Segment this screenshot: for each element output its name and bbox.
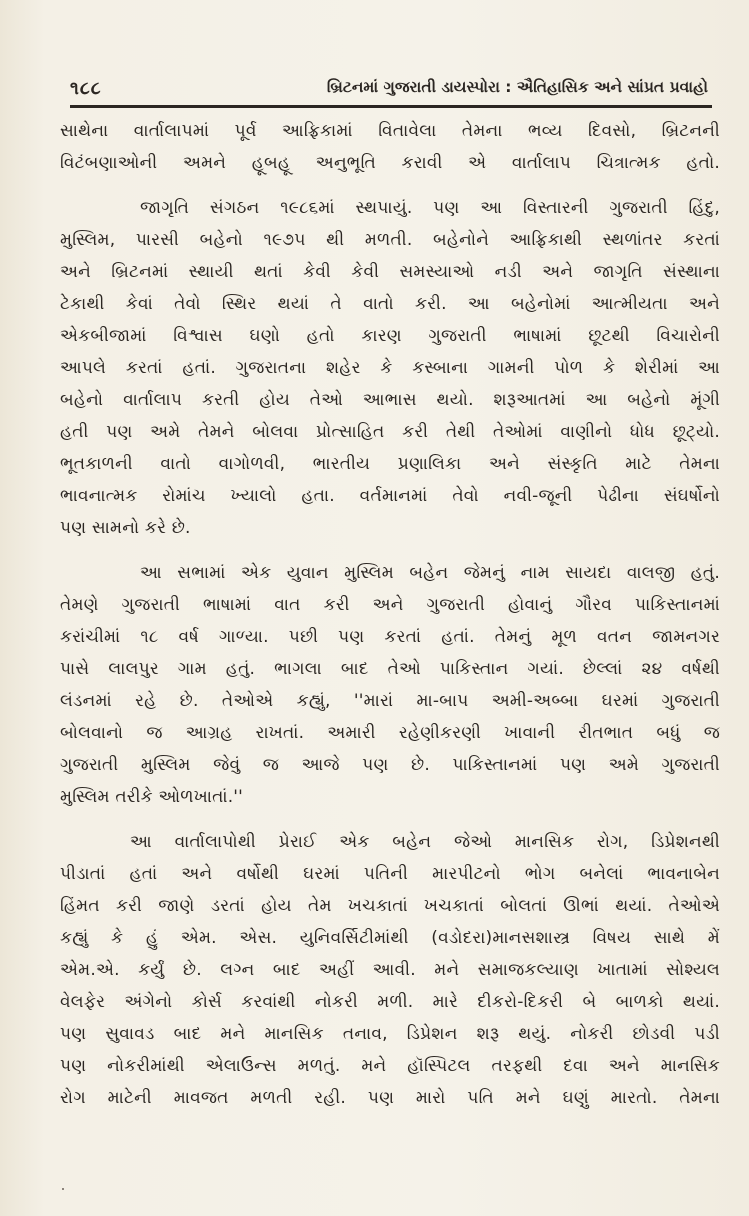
text-line: પણ સામનો કરે છે.: [60, 518, 191, 538]
text-line: વેલફેર અંગેનો કોર્સ કરવાંથી નોકરી મળી. મારે દીકરો-દિકરી બે બાળકો થયાં.: [60, 992, 720, 1012]
paragraph-1: [60, 115, 720, 179]
print-speck: [62, 1188, 64, 1190]
text-line: બહેનો વાર્તાલાપ કરતી હોય તેઓ આભાસ થયો. શરૂઆતમાં આ બહેનો મૂંગી: [60, 390, 720, 410]
text-line: લંડનમાં રહે છે. તેઓએ કહ્યું, ''મારાં મા-બાપ અમી-અબ્બા ઘરમાં ગુજરાતી: [60, 691, 720, 711]
text-line: આપલે કરતાં હતાં. ગુજરાતના શહેર કે કસ્બાના ગામની પોળ કે શેરીમાં આ: [60, 358, 720, 378]
text-line: પીડાતાં હતાં અને વર્ષોથી ઘરમાં પતિની મારપીટનો ભોગ બનેલાં ભાવનાબેન: [60, 864, 720, 884]
text-line: ભાવનાત્મક રોમાંચ ખ્યાલો હતા. વર્તમાનમાં તેવો નવી-જૂની પેઢીના સંઘર્ષોનો: [60, 486, 720, 506]
paragraph-3: [60, 557, 720, 813]
text-line: રોગ માટેની માવજત મળતી રહી. પણ મારો પતિ મને ઘણું મારતો. તેમના: [60, 1088, 720, 1108]
text-line: પણ નોકરીમાંથી એલાઉન્સ મળતું. મને હૉસ્પિટલ તરફથી દવા અને માનસિક: [60, 1056, 720, 1076]
text-line: મુસ્લિમ તરીકે ઓળખાતાં.'': [60, 787, 244, 807]
text-line: મુસ્લિમ, પારસી બહેનો ૧૯૭૫ થી મળતી. બહેનોને આફ્રિકાથી સ્થળાંતર કરતાં: [60, 230, 720, 250]
text-line: એકબીજામાં વિશ્વાસ ઘણો હતો કારણ ગુજરાતી ભાષામાં છૂટથી વિચારોની: [60, 326, 720, 346]
text-line: સાથેના વાર્તાલાપમાં પૂર્વ આફ્રિકામાં વિતાવેલા તેમના ભવ્ય દિવસો, બ્રિટનની: [60, 121, 720, 141]
paragraph-4: [60, 826, 720, 1114]
text-line: કહ્યું કે હું એમ. એસ. યુનિવર્સિટીમાંથી (વડોદરા)માનસશાસ્ત્ર વિષય સાથે મેં: [60, 928, 720, 948]
text-line: કરાંચીમાં ૧૮ વર્ષ ગાળ્યા. પછી પણ કરતાં હતાં. તેમનું મૂળ વતન જામનગર: [60, 627, 720, 647]
text-line: ટેકાથી કેવાં તેવો સ્થિર થયાં તે વાતો કરી. આ બહેનોમાં આત્મીયતા અને: [60, 294, 720, 314]
text-line: વિટંબણાઓની અમને હૂબહૂ અનુભૂતિ કરાવી એ વાર્તાલાપ ચિત્રાત્મક હતો.: [60, 153, 720, 173]
text-line: અને બ્રિટનમાં સ્થાયી થતાં કેવી કેવી સમસ્યાઓ નડી અને જાગૃતિ સંસ્થાના: [60, 262, 720, 282]
page-header: [70, 72, 710, 106]
text-line: પણ સુવાવડ બાદ મને માનસિક તનાવ, ડિપ્રેશન શરૂ થયું. નોકરી છોડવી પડી: [60, 1024, 720, 1044]
text-line: એમ.એ. કર્યું છે. લગ્ન બાદ અહીં આવી. મને સમાજકલ્યાણ ખાતામાં સોશ્યલ: [60, 960, 720, 980]
text-line: જાગૃતિ સંગઠન ૧૯૮૬માં સ્થપાયું. પણ આ વિસ્તારની ગુજરાતી હિંદુ,: [140, 198, 720, 218]
text-line: ભૂતકાળની વાતો વાગોળવી, ભારતીય પ્રણાલિકા અને સંસ્કૃતિ માટે તેમના: [60, 454, 720, 474]
text-line: હતી પણ અમે તેમને બોલવા પ્રોત્સાહિત કરી તેથી તેઓમાં વાણીનો ધોધ છૂટ્યો.: [60, 422, 720, 442]
paragraph-2: [60, 192, 720, 544]
text-line: આ વાર્તાલાપોથી પ્રેરાઈ એક બહેન જેઓ માનસિક રોગ, ડિપ્રેશનથી: [130, 832, 720, 852]
text-line: ગુજરાતી મુસ્લિમ જેવું જ આજે પણ છે. પાકિસ્તાનમાં પણ અમે ગુજરાતી: [60, 755, 720, 775]
header-rule: [70, 105, 712, 108]
text-line: પાસે લાલપુર ગામ હતું. ભાગલા બાદ તેઓ પાકિસ્તાન ગયાં. છેલ્લાં ૨૪ વર્ષથી: [60, 659, 720, 679]
page-number: ૧૮૮: [70, 78, 102, 99]
text-line: તેમણે ગુજરાતી ભાષામાં વાત કરી અને ગુજરાતી હોવાનું ગૌરવ પાકિસ્તાનમાં: [60, 595, 720, 615]
text-line: બોલવાનો જ આગ્રહ રાખતાં. અમારી રહેણીકરણી ખાવાની રીતભાત બધું જ: [60, 723, 720, 743]
text-line: હિંમત કરી જાણે ડરતાં હોય તેમ ખચકાતાં ખચકાતાં બોલતાં ઊભાં થયાં. તેઓએ: [60, 896, 720, 916]
text-line: આ સભામાં એક યુવાન મુસ્લિમ બહેન જેમનું નામ સાયદા વાલજી હતું.: [140, 563, 720, 583]
running-title: બ્રિટનમાં ગુજરાતી ડાયસ્પોરા : ઐતિહાસિક અને સાંપ્રત પ્રવાહો: [326, 78, 708, 96]
page-body: [60, 115, 720, 1127]
